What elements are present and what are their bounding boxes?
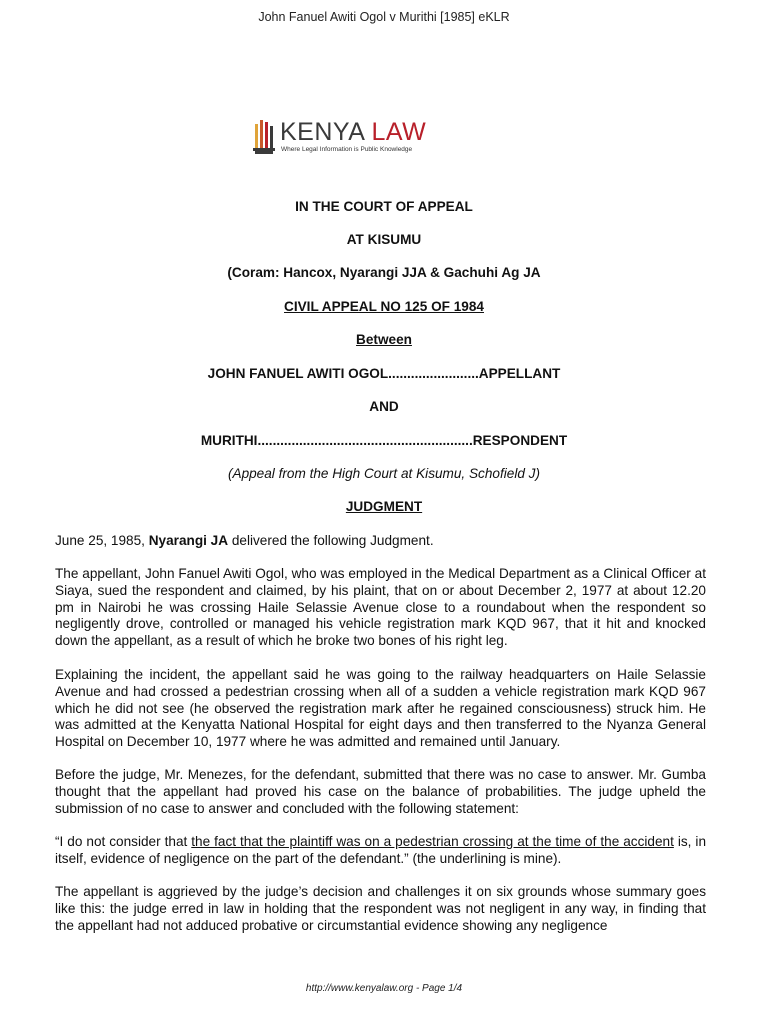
quote-end: is, in itself, evidence of negligence on the part of the defendant.” (the underlining is mine). <box>55 834 707 866</box>
between-label: Between <box>356 332 412 347</box>
quote-start: “I do not consider that <box>55 834 192 849</box>
coram: (Coram: Hancox, Nyarangi JJA & Gachuhi Ag JA <box>227 265 541 280</box>
court-location: AT KISUMU <box>346 232 422 247</box>
paragraph-incident: Explaining the incident, the appellant said he was going to the railway headquarters on Haile Selassie Avenue and had crossed a pedestrian crossing when all of a sudden a vehicle registration mark KQD 967 which he did not see (he observed the registration mark after he regained consciousness) struck him. He was admitted at the Kenyatta National Hospital for eight days and then transferred to the Nyanza General Hospital on December 10, 1977 where he was admitted and remained until January. <box>55 667 706 750</box>
logo-kenya-text: KENYA <box>280 118 365 146</box>
page-footer: http://www.kenyalaw.org - Page 1/4 <box>305 983 463 994</box>
paragraph-delivery <box>55 533 706 550</box>
kenya-law-logo <box>252 116 467 158</box>
logo-wordmark <box>280 118 426 146</box>
case-number-wrap <box>0 299 768 314</box>
pillars-icon <box>252 116 280 156</box>
judgment-heading: JUDGMENT <box>345 499 423 514</box>
judgment-heading-wrap <box>0 499 768 514</box>
delivery-date: June 25, 1985, <box>55 533 149 548</box>
paragraph-quote <box>55 834 706 868</box>
quote-underlined: the fact that the plaintiff was on a pedestrian crossing at the time of the accident <box>191 834 674 849</box>
between-wrap <box>0 332 768 347</box>
delivery-text: delivered the following Judgment. <box>228 533 434 548</box>
paragraph-grounds: The appellant is aggrieved by the judge’s decision and challenges it on six grounds whose summary goes like this: the judge erred in law in holding that the respondent was not negligent in any way, in finding that the appellant had not adduced probative or circumstantial evidence showing any negligence <box>55 884 706 933</box>
court-name: IN THE COURT OF APPEAL <box>295 199 473 214</box>
judge-name: Nyarangi JA <box>148 533 229 548</box>
respondent-line: MURITHI.........................................................RESPONDENT <box>200 433 568 448</box>
and-label: AND <box>369 399 399 414</box>
case-number: CIVIL APPEAL NO 125 OF 1984 <box>284 299 484 314</box>
paragraph-facts: The appellant, John Fanuel Awiti Ogol, who was employed in the Medical Department as a Clinical Officer at Siaya, sued the respondent and claimed, by his plaint, that on or about December 2, 1977 at about 12.20 pm in Nairobi he was crossing Haile Selassie Avenue close to a roundabout when the respondent so negligently drove, controlled or managed his vehicle registration mark KQD 967, that it hit and knocked down the appellant, as a result of which he broke two bones of his right leg. <box>55 566 706 649</box>
logo-law-text: LAW <box>371 118 427 146</box>
paragraph-submission: Before the judge, Mr. Menezes, for the defendant, submitted that there was no case to answer. Mr. Gumba thought that the appellant had proved his case on the balance of probabilities. The judge upheld the submission of no case to answer and concluded with the following statement: <box>55 767 706 816</box>
appellant-line: JOHN FANUEL AWITI OGOL........................APPELLANT <box>207 366 561 381</box>
logo-tagline: Where Legal Information is Public Knowledge <box>281 146 413 153</box>
running-header: John Fanuel Awiti Ogol v Murithi [1985] eKLR <box>258 10 510 24</box>
appeal-from: (Appeal from the High Court at Kisumu, Schofield J) <box>227 466 541 481</box>
